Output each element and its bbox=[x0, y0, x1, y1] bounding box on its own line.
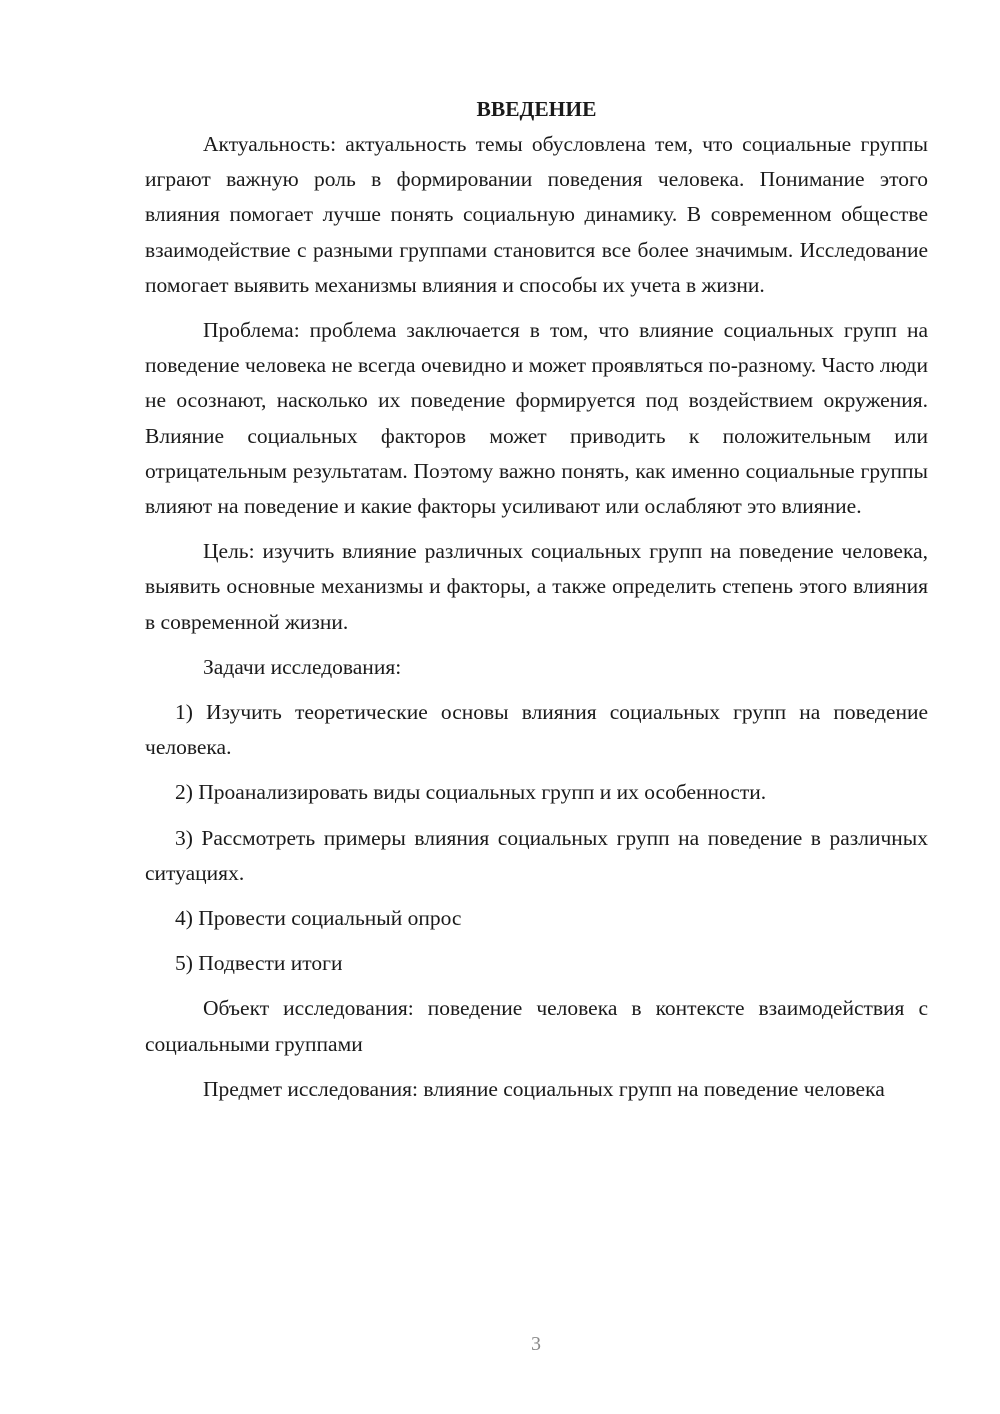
tasks-heading: Задачи исследования: bbox=[203, 654, 402, 679]
page-title: ВВЕДЕНИЕ bbox=[476, 97, 597, 121]
object-paragraph: Объект исследования: поведение человека в контексте взаимодействия с социальными группами bbox=[145, 996, 928, 1056]
subject-paragraph: Предмет исследования: влияние социальных групп на поведение человека bbox=[203, 1076, 885, 1101]
task-item-2: 2) Проанализировать виды социальных групп и их особенности. bbox=[175, 780, 767, 805]
task-item-3: 3) Рассмотреть примеры влияния социальных групп на поведение в различных ситуациях. bbox=[145, 825, 928, 885]
problem-paragraph: Проблема: проблема заключается в том, что влияние социальных групп на поведение человека не всегда очевидно и может проявляться по-разному. Часто люди не осознают, насколько их поведение формируется под воздействием окружения. Влияние социальных факторов может приводить к положительным или отрицательным результатам. Поэтому важно понять, как именно социальные группы влияют на поведение и какие факторы усиливают или ослабляют это влияние. bbox=[145, 318, 928, 519]
task-item-4: 4) Провести социальный опрос bbox=[175, 906, 462, 931]
task-item-1: 1) Изучить теоретические основы влияния социальных групп на поведение человека. bbox=[145, 700, 928, 760]
goal-paragraph: Цель: изучить влияние различных социальных групп на поведение человека, выявить основные механизмы и факторы, а также определить степень этого влияния в современной жизни. bbox=[145, 539, 928, 634]
document-page bbox=[145, 92, 928, 1107]
relevance-paragraph: Актуальность: актуальность темы обусловлена тем, что социальные группы играют важную роль в формировании поведения человека. Понимание этого влияния помогает лучше понять социальную динамику. В современном обществе взаимодействие с разными группами становится все более значимым. Исследование помогает выявить механизмы влияния и способы их учета в жизни. bbox=[145, 132, 928, 297]
task-item-5: 5) Подвести итоги bbox=[175, 951, 343, 976]
page-number: 3 bbox=[531, 1333, 541, 1355]
